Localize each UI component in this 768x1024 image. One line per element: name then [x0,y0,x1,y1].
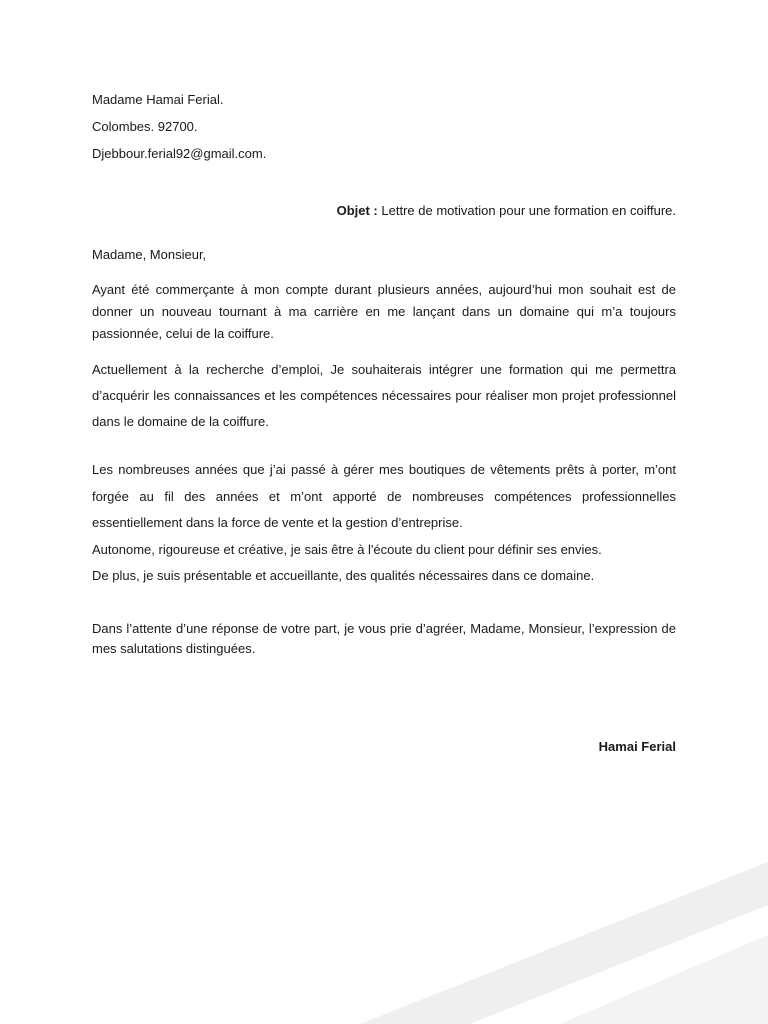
subject-text: Lettre de motivation pour une formation en coiffure. [381,203,676,218]
paragraph-3: Les nombreuses années que j’ai passé à gérer mes boutiques de vêtements prêts à porter, m’ont forgée au fil des années et m’ont apporté de nombreuses compétences professionnelles essentiellement dans la force de vente et la gestion d’entreprise. [92,462,676,530]
salutation: Madame, Monsieur, [92,247,207,262]
signature: Hamai Ferial [598,738,676,754]
letter-content [92,86,676,757]
decor-stripe-mid [360,862,768,1024]
subject-label: Objet : [336,203,378,218]
closing-paragraph: Dans l’attente d’une réponse de votre part, je vous prie d’agréer, Madame, Monsieur, l’expression de mes salutations distinguées. [92,620,676,656]
sender-city: Colombes. 92700. [92,119,198,134]
sender-block [92,86,676,167]
sender-name: Madame Hamai Ferial. [92,92,224,107]
paragraph-1: Ayant été commerçante à mon compte durant plusieurs années, aujourd’hui mon souhait est de donner un nouveau tournant à ma carrière en me lançant dans un domaine qui m’a toujours passionnée, celui de la coiffure. [92,282,676,341]
decor-stripe-light [560,935,768,1024]
paragraph-2: Actuellement à la recherche d’emploi, Je souhaiterais intégrer une formation qui me permettra d’acquérir les connaissances et les compétences nécessaires pour réaliser mon projet professionnel dans le domaine de la coiffure. [92,362,676,429]
subject-line [92,201,676,221]
paragraph-4: Autonome, rigoureuse et créative, je sais être à l'écoute du client pour définir ses envies. [92,541,602,557]
paragraph-5: De plus, je suis présentable et accueillante, des qualités nécessaires dans ce domaine. [92,567,595,583]
sender-email: Djebbour.ferial92@gmail.com. [92,146,267,161]
